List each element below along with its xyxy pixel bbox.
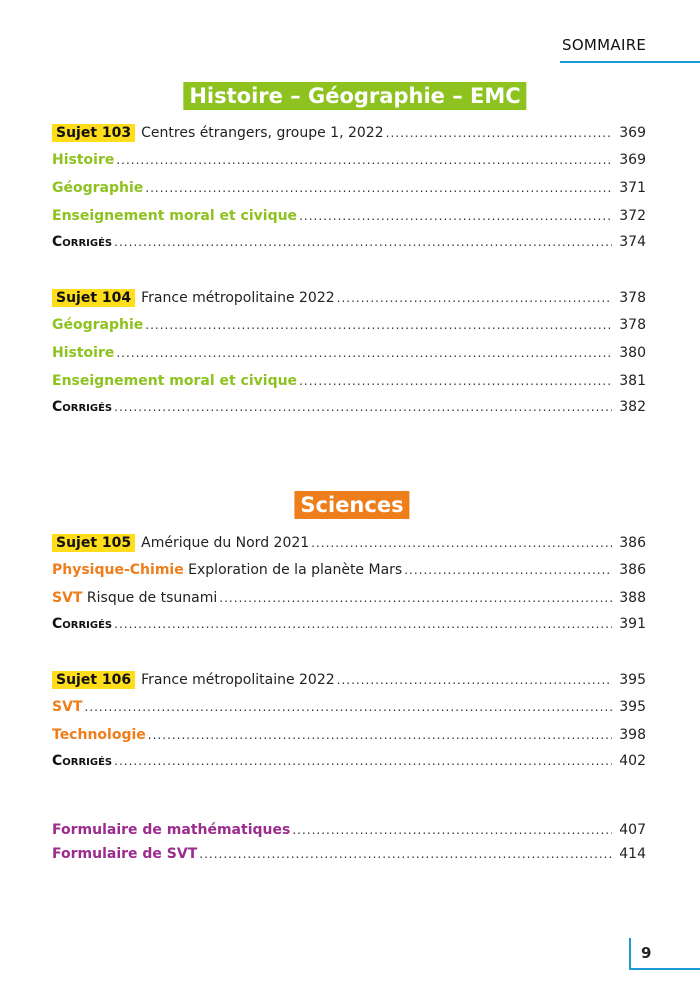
- leader-dots: [114, 235, 612, 249]
- toc-entry-corriges[interactable]: [52, 234, 646, 256]
- subject-badge: Sujet 106: [52, 671, 135, 689]
- page-number: 391: [619, 616, 646, 632]
- toc-entry-corriges[interactable]: [52, 399, 646, 421]
- page-number: 395: [619, 672, 646, 688]
- page-number: 380: [619, 345, 646, 361]
- toc-entry-label: Formulaire de mathématiques: [52, 822, 291, 838]
- toc-entry-corriges[interactable]: [52, 616, 646, 638]
- leader-dots: [114, 400, 612, 414]
- subject-title: Amérique du Nord 2021: [141, 535, 310, 551]
- page-number: 398: [619, 727, 646, 743]
- toc-entry-geographie[interactable]: [52, 180, 646, 202]
- toc-entry-label: Corrigés: [52, 616, 113, 632]
- toc-entry-histoire[interactable]: [52, 345, 646, 367]
- leader-dots: [145, 181, 612, 195]
- leader-dots: [299, 374, 612, 388]
- page-number: 402: [619, 753, 646, 769]
- leader-dots: [114, 754, 612, 768]
- toc-entry-label: Corrigés: [52, 234, 113, 250]
- toc-entry-geographie[interactable]: [52, 317, 646, 339]
- leader-dots: [84, 700, 612, 714]
- toc-entry-emc[interactable]: [52, 208, 646, 230]
- toc-entry-histoire[interactable]: [52, 152, 646, 174]
- page-number: 378: [619, 290, 646, 306]
- page-number: 369: [619, 125, 646, 141]
- toc-entry-text: Risque de tsunami: [86, 590, 218, 606]
- page-header: [560, 36, 700, 63]
- toc-entry-label: Enseignement moral et civique: [52, 208, 298, 224]
- subject-title: France métropolitaine 2022: [141, 672, 335, 688]
- leader-dots: [386, 126, 612, 140]
- page-number: 369: [619, 152, 646, 168]
- header-title: SOMMAIRE: [562, 36, 647, 54]
- toc-entry-label: SVT: [52, 699, 83, 715]
- section-title-sciences: Sciences: [294, 491, 409, 519]
- toc-entry-label: Physique-Chimie: [52, 562, 184, 578]
- page-number: 386: [619, 562, 646, 578]
- leader-dots: [299, 209, 612, 223]
- leader-dots: [114, 617, 612, 631]
- page-number: 382: [619, 399, 646, 415]
- subject-badge: Sujet 103: [52, 124, 135, 142]
- toc-entry-formulaire-maths[interactable]: [52, 822, 646, 844]
- subject-title: Centres étrangers, groupe 1, 2022: [141, 125, 384, 141]
- toc-entry-label: Corrigés: [52, 399, 113, 415]
- leader-dots: [292, 823, 612, 837]
- leader-dots: [311, 536, 612, 550]
- page-number: 386: [619, 535, 646, 551]
- page-number: 407: [619, 822, 646, 838]
- page-number: 372: [619, 208, 646, 224]
- toc-entry-emc[interactable]: [52, 373, 646, 395]
- toc-entry-label: Formulaire de SVT: [52, 846, 198, 862]
- page-number: 381: [619, 373, 646, 389]
- toc-entry-svt[interactable]: [52, 699, 646, 721]
- leader-dots: [337, 291, 612, 305]
- toc-entry-label: Technologie: [52, 727, 146, 743]
- subject-title: France métropolitaine 2022: [141, 290, 335, 306]
- toc-entry-technologie[interactable]: [52, 727, 646, 749]
- toc-entry-physique-chimie[interactable]: [52, 562, 646, 584]
- toc-entry-text: Exploration de la planète Mars: [188, 562, 403, 578]
- toc-entry-label: Géographie: [52, 317, 144, 333]
- section-title-histoire: Histoire – Géographie – EMC: [183, 82, 526, 110]
- footer-page-number: 9: [641, 944, 652, 962]
- subject-row-105[interactable]: [52, 534, 646, 556]
- toc-entry-label: Enseignement moral et civique: [52, 373, 298, 389]
- toc-entry-label: Histoire: [52, 152, 115, 168]
- leader-dots: [219, 591, 612, 605]
- toc-entry-formulaire-svt[interactable]: [52, 846, 646, 868]
- page-number: 374: [619, 234, 646, 250]
- subject-row-103[interactable]: [52, 124, 646, 146]
- toc-entry-label: SVT: [52, 590, 83, 606]
- page-number: 388: [619, 590, 646, 606]
- subject-row-106[interactable]: [52, 671, 646, 693]
- page-footer: [629, 938, 700, 970]
- subject-badge: Sujet 104: [52, 289, 135, 307]
- subject-badge: Sujet 105: [52, 534, 135, 552]
- page-number: 395: [619, 699, 646, 715]
- subject-row-104[interactable]: [52, 289, 646, 311]
- toc-entry-corriges[interactable]: [52, 753, 646, 775]
- leader-dots: [148, 728, 612, 742]
- leader-dots: [337, 673, 612, 687]
- leader-dots: [116, 153, 612, 167]
- leader-dots: [404, 563, 612, 577]
- toc-entry-label: Corrigés: [52, 753, 113, 769]
- toc-entry-label: Géographie: [52, 180, 144, 196]
- page-number: 414: [619, 846, 646, 862]
- leader-dots: [145, 318, 612, 332]
- leader-dots: [116, 346, 612, 360]
- page-number: 371: [619, 180, 646, 196]
- toc-entry-label: Histoire: [52, 345, 115, 361]
- page-number: 378: [619, 317, 646, 333]
- leader-dots: [199, 847, 612, 861]
- toc-entry-svt[interactable]: [52, 590, 646, 612]
